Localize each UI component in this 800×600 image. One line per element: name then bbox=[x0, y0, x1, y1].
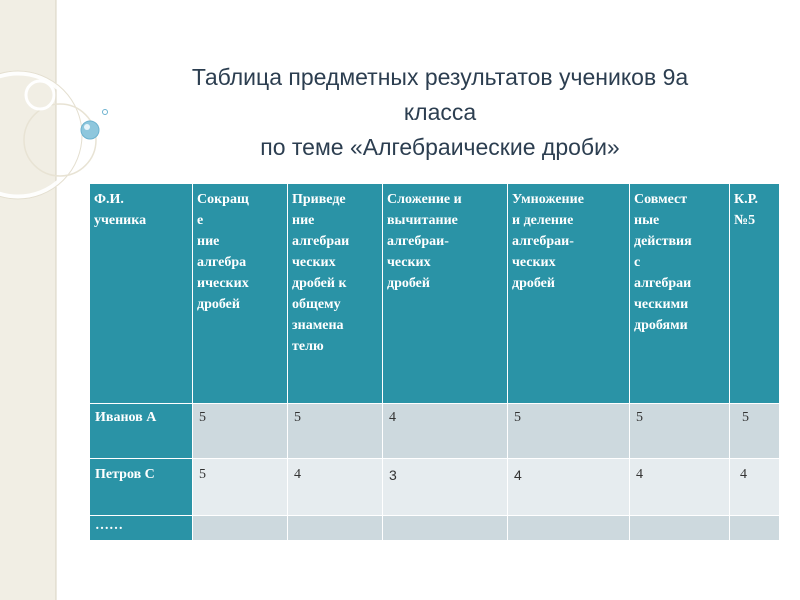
header-line: дробей bbox=[197, 297, 240, 312]
grade-cell: 4 bbox=[730, 459, 780, 516]
header-line: и деление bbox=[512, 213, 574, 228]
header-line: №5 bbox=[734, 213, 756, 228]
grade-cell bbox=[508, 516, 630, 541]
student-name: Петров С bbox=[90, 459, 193, 516]
header-line: вычитание bbox=[387, 213, 458, 228]
header-line: ученика bbox=[94, 213, 147, 228]
header-line: общему bbox=[292, 297, 341, 312]
grade-cell bbox=[630, 516, 730, 541]
table-row bbox=[90, 459, 780, 516]
header-line: Сложение и bbox=[387, 192, 462, 207]
grade-cell: 5 bbox=[193, 404, 288, 459]
grade-cell: 5 bbox=[630, 404, 730, 459]
grade-cell: 4 bbox=[630, 459, 730, 516]
header-line: Сокращ bbox=[197, 192, 249, 207]
header-common-denominator bbox=[288, 184, 383, 404]
header-student-name bbox=[90, 184, 193, 404]
header-line: ческих bbox=[292, 255, 336, 270]
header-line: алгебраи bbox=[634, 276, 692, 291]
header-line: Ф.И. bbox=[94, 192, 124, 207]
grade-cell: 4 bbox=[383, 404, 508, 459]
header-line: дробей bbox=[512, 276, 555, 291]
header-line: Приведе bbox=[292, 192, 346, 207]
header-line: знамена bbox=[292, 318, 344, 333]
grade-cell: 5 bbox=[730, 404, 780, 459]
grade-cell bbox=[288, 516, 383, 541]
grade-cell: 4 bbox=[288, 459, 383, 516]
header-combined-operations bbox=[630, 184, 730, 404]
grade-cell bbox=[193, 516, 288, 541]
title-line-2: класса bbox=[403, 99, 477, 125]
header-line: алгебра bbox=[197, 255, 247, 270]
header-line: К.Р. bbox=[734, 192, 758, 207]
title-line-3: по теме «Алгебраические дроби» bbox=[260, 134, 620, 160]
slide-title bbox=[100, 60, 780, 165]
header-line: телю bbox=[292, 339, 324, 354]
header-line: алгебраи- bbox=[387, 234, 449, 249]
header-line: ческих bbox=[512, 255, 556, 270]
grade-cell bbox=[383, 516, 508, 541]
grade-cell: 4 bbox=[508, 459, 630, 516]
header-line: Совмест bbox=[634, 192, 688, 207]
header-line: ные bbox=[634, 213, 660, 228]
grade-cell: 5 bbox=[193, 459, 288, 516]
decor-blue-bubble-highlight bbox=[84, 124, 90, 130]
decor-small-circle bbox=[26, 81, 54, 109]
header-line: ние bbox=[197, 234, 220, 249]
title-line-1: Таблица предметных результатов учеников 9а bbox=[191, 64, 689, 90]
grade-cell: 5 bbox=[288, 404, 383, 459]
header-line: е bbox=[197, 213, 204, 228]
decor-mid-circle bbox=[24, 104, 96, 176]
header-line: дробями bbox=[634, 318, 688, 333]
table-row bbox=[90, 516, 780, 541]
grade-cell: 5 bbox=[508, 404, 630, 459]
header-line: ние bbox=[292, 213, 315, 228]
header-line: алгебраи bbox=[292, 234, 350, 249]
table-header-row bbox=[90, 184, 780, 404]
results-table bbox=[89, 183, 780, 541]
header-line: ических bbox=[197, 276, 249, 291]
table-row bbox=[90, 404, 780, 459]
header-addition-subtraction bbox=[383, 184, 508, 404]
header-line: с bbox=[634, 255, 641, 270]
header-reduction bbox=[193, 184, 288, 404]
decor-large-circle bbox=[0, 73, 80, 197]
header-line: дробей bbox=[387, 276, 430, 291]
grade-cell bbox=[730, 516, 780, 541]
decor-large-circle-outline bbox=[0, 71, 82, 199]
header-test-5 bbox=[730, 184, 780, 404]
header-line: ческих bbox=[387, 255, 431, 270]
header-line: Умножение bbox=[512, 192, 584, 207]
header-multiplication-division bbox=[508, 184, 630, 404]
decor-blue-bubble bbox=[81, 121, 99, 139]
header-line: действия bbox=[634, 234, 692, 249]
header-line: дробей к bbox=[292, 276, 347, 291]
student-name: …… bbox=[90, 516, 193, 541]
header-line: алгебраи- bbox=[512, 234, 574, 249]
grade-cell: 3 bbox=[383, 459, 508, 516]
header-line: ческими bbox=[634, 297, 689, 312]
student-name: Иванов А bbox=[90, 404, 193, 459]
